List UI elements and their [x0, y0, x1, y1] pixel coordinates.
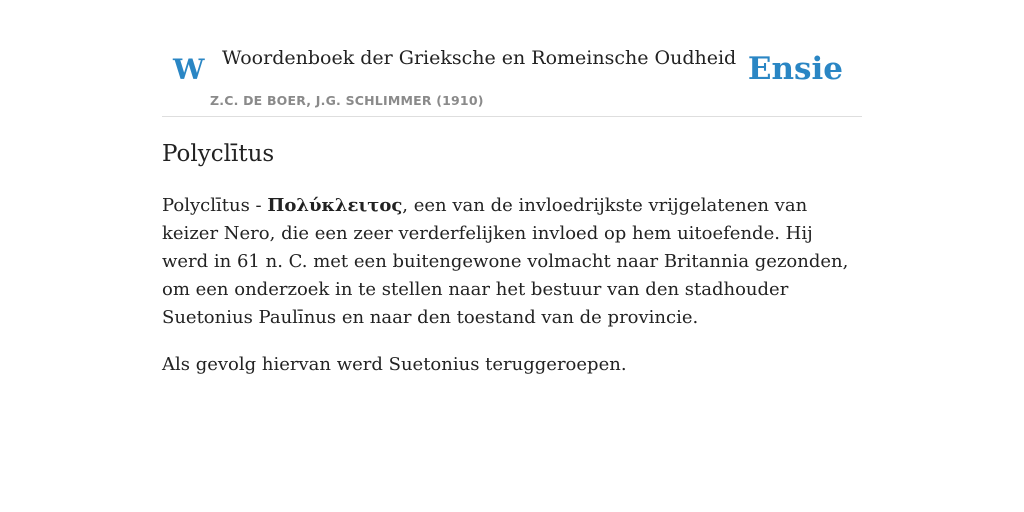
dictionary-authors: Z.C. DE BOER, J.G. SCHLIMMER (1910) [210, 93, 484, 108]
entry-title: Polyclītus [162, 141, 275, 167]
entry-paragraph-2: Als gevolg hiervan werd Suetonius teruggeroepen. [162, 354, 627, 375]
entry-paragraph [162, 192, 862, 332]
ensie-logo-link[interactable]: Ensie [747, 51, 843, 87]
entry-lead: Polyclītus - [162, 195, 268, 216]
entry-text: , een van de invloedrijkste vrijgelatenen van keizer Nero, die een zeer verderfelijken invloed op hem uitoefende. Hij werd in 61 n. C. met een buitengewone volmacht naar Britannia gezonden, om een onderzoek in te stellen naar het bestuur van den stadhouder Suetonius Paulīnus en naar den toestand van de provincie. [162, 195, 849, 328]
dictionary-header [162, 0, 862, 117]
article [162, 136, 862, 379]
dictionary-logo[interactable]: W [173, 53, 205, 86]
dictionary-title[interactable]: Woordenboek der Grieksche en Romeinsche Oudheid [222, 47, 737, 69]
greek-term: Πολύκλειτος [267, 195, 403, 216]
